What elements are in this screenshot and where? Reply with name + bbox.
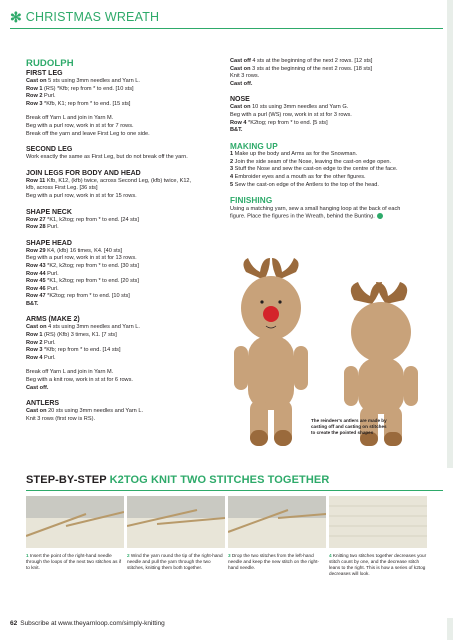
- heading-shape-head: SHAPE HEAD: [26, 239, 72, 247]
- heading-arms: ARMS (MAKE 2): [26, 316, 80, 324]
- section-rudolph: RUDOLPH: [26, 58, 74, 69]
- section-finishing: FINISHING: [230, 196, 273, 206]
- instruction-line: 1 Make up the body and Arms as for the Snowman.: [230, 151, 358, 158]
- instruction-line: Beg with a purl row, work in st st for 15 rows.: [26, 192, 137, 199]
- instruction-line: 4 Embroider eyes and a mouth as for the other figures.: [230, 174, 366, 181]
- section-making-up: MAKING UP: [230, 141, 278, 151]
- instruction-line: Cast on 20 sts using 3mm needles and Yarn L.: [26, 408, 144, 415]
- instruction-line: Row 2 Purl.: [26, 93, 56, 100]
- instruction-line: Beg with a purl row, work in st st for 7 rows.: [26, 122, 134, 129]
- page-number: 62: [10, 620, 18, 627]
- instruction-line: 3 Stuff the Nose and sew the cast-on edge to the centre of the face.: [230, 166, 398, 173]
- front-reindeer: [234, 258, 308, 446]
- instruction-line: Row 46 Purl.: [26, 285, 59, 292]
- instruction-line: Row 44 Purl.: [26, 270, 59, 277]
- instruction-line: Break off the yarn and leave First Leg to one side.: [26, 130, 150, 137]
- instruction-line: Break off Yarn L and join in Yarn M.: [26, 115, 114, 122]
- header-divider: [10, 28, 443, 29]
- step-photo-1: [26, 496, 124, 548]
- page-footer: [10, 620, 165, 628]
- instruction-line: Row 3 *Kfb, K1; rep from * to end. [15 sts]: [26, 100, 131, 107]
- instruction-line: Row 28 Purl.: [26, 224, 59, 231]
- step-3-text: 3 Drop the two stitches from the left-hand needle and keep the new stitch on the right-hand needle.: [228, 553, 319, 571]
- step-photo-2: [127, 496, 225, 548]
- step-by-step-title: STEP-BY-STEP K2TOG KNIT TWO STITCHES TOGETHER: [26, 474, 330, 486]
- instruction-line: B&T.: [230, 127, 243, 134]
- instruction-line: Using a matching yarn, sew a small hanging loop at the back of each: [230, 205, 401, 212]
- instruction-line: Knit 3 rows.: [230, 73, 260, 80]
- end-mark-icon: [377, 213, 383, 219]
- instruction-line: Row 47 *K2tog; rep from * to end. [10 sts]: [26, 293, 130, 300]
- instruction-line: Work exactly the same as First Leg, but do not break off the yarn.: [26, 154, 188, 161]
- subscribe-link[interactable]: Subscribe at www.theyarnloop.com/simply-knitting: [20, 620, 165, 627]
- instruction-line: Cast on 5 sts using 3mm needles and Yarn L.: [26, 78, 140, 84]
- instruction-line: Beg with a knit row, work in st st for 6 rows.: [26, 377, 133, 384]
- instruction-line: Row 43 *K2, k2tog; rep from * to end. [30 sts]: [26, 262, 139, 269]
- right-column: [230, 58, 430, 221]
- step-photo-4: [329, 496, 427, 548]
- heading-first-leg: FIRST LEG: [26, 70, 63, 77]
- instruction-line: Row 3 *Kfb; rep from * to end. [14 sts]: [26, 347, 121, 354]
- step-photo-3: [228, 496, 326, 548]
- instruction-line: 5 Sew the cast-on edge of the Antlers to the top of the head.: [230, 181, 379, 188]
- instruction-line: 2 Join the side seam of the Nose, leaving the cast-on edge open.: [230, 158, 392, 165]
- instruction-line: Row 27 *K1, k2tog; rep from * to end. [24 sts]: [26, 216, 139, 223]
- instruction-line: kfb, across First Leg. [36 sts]: [26, 185, 98, 192]
- instruction-line: Cast off 4 sts at the beginning of the next 2 rows. [12 sts]: [230, 58, 373, 64]
- heading-nose: NOSE: [230, 96, 250, 104]
- step-divider: [26, 490, 443, 491]
- instruction-line: Cast on 10 sts using 3mm needles and Yarn G.: [230, 104, 349, 111]
- instruction-line: Beg with a purl row, work in st st for 13 rows.: [26, 255, 137, 262]
- snowflake-icon: ✻: [10, 9, 22, 25]
- step-1-text: 1 Insert the point of the right-hand needle through the loops of the next two stitches as if to knit.: [26, 553, 122, 571]
- instruction-line: figure. Place the figures in the Wreath, behind the Bunting.: [230, 213, 430, 221]
- instruction-line: Row 11 Kfb, K12, (kfb) twice, across Second Leg, (kfb) twice, K12,: [26, 177, 192, 184]
- heading-second-leg: SECOND LEG: [26, 146, 73, 154]
- instruction-line: Row 29 K4, (kfb) 16 times, K4. [40 sts]: [26, 247, 123, 254]
- page-header: [10, 10, 159, 24]
- step-2-text: 2 Wind the yarn round the tip of the right-hand needle and pull the yarn through the two stitches, knitting them both together.: [127, 553, 223, 571]
- instruction-line: Cast off.: [26, 384, 49, 391]
- instruction-line: Knit 3 rows (first row is RS).: [26, 415, 95, 422]
- instruction-line: Row 1 (RS) (Kfb) 3 times, K1. [7 sts]: [26, 332, 117, 339]
- heading-shape-neck: SHAPE NECK: [26, 208, 72, 216]
- instruction-line: Break off Yarn L and join in Yarn M.: [26, 369, 114, 376]
- instruction-line: Row 2 Purl.: [26, 339, 56, 346]
- left-column: [26, 58, 222, 423]
- instruction-line: Row 4 *K2tog; rep from * to end. [5 sts]: [230, 119, 328, 126]
- heading-join-legs: JOIN LEGS FOR BODY AND HEAD: [26, 169, 141, 177]
- instruction-line: B&T.: [26, 300, 39, 307]
- instruction-line: Beg with a purl (WS) row, work in st st for 3 rows.: [230, 111, 352, 118]
- photo-caption: The reindeer's antlers are made by casting off and casting on stitches to create the pointed shapes: [311, 418, 387, 435]
- instruction-line: Row 4 Purl.: [26, 354, 56, 361]
- instruction-line: Row 45 *K1, k2tog; rep from * to end. [20 sts]: [26, 278, 139, 285]
- instruction-line: Row 1 (RS) *Kfb; rep from * to end. [10 sts]: [26, 85, 134, 92]
- instruction-line: Cast off.: [230, 80, 253, 87]
- page-title: CHRISTMAS WREATH: [25, 10, 160, 24]
- heading-antlers: ANTLERS: [26, 400, 60, 408]
- step-4-text: 4 Knitting two stitches together decreases your stitch count by one, and the decrease stitch leans to the right. This is how a series of k2tog decreases will look.: [329, 553, 427, 577]
- instruction-line: Cast on 4 sts using 3mm needles and Yarn L.: [26, 324, 140, 331]
- instruction-line: Cast on 3 sts at the beginning of the next 2 rows. [18 sts]: [230, 65, 373, 72]
